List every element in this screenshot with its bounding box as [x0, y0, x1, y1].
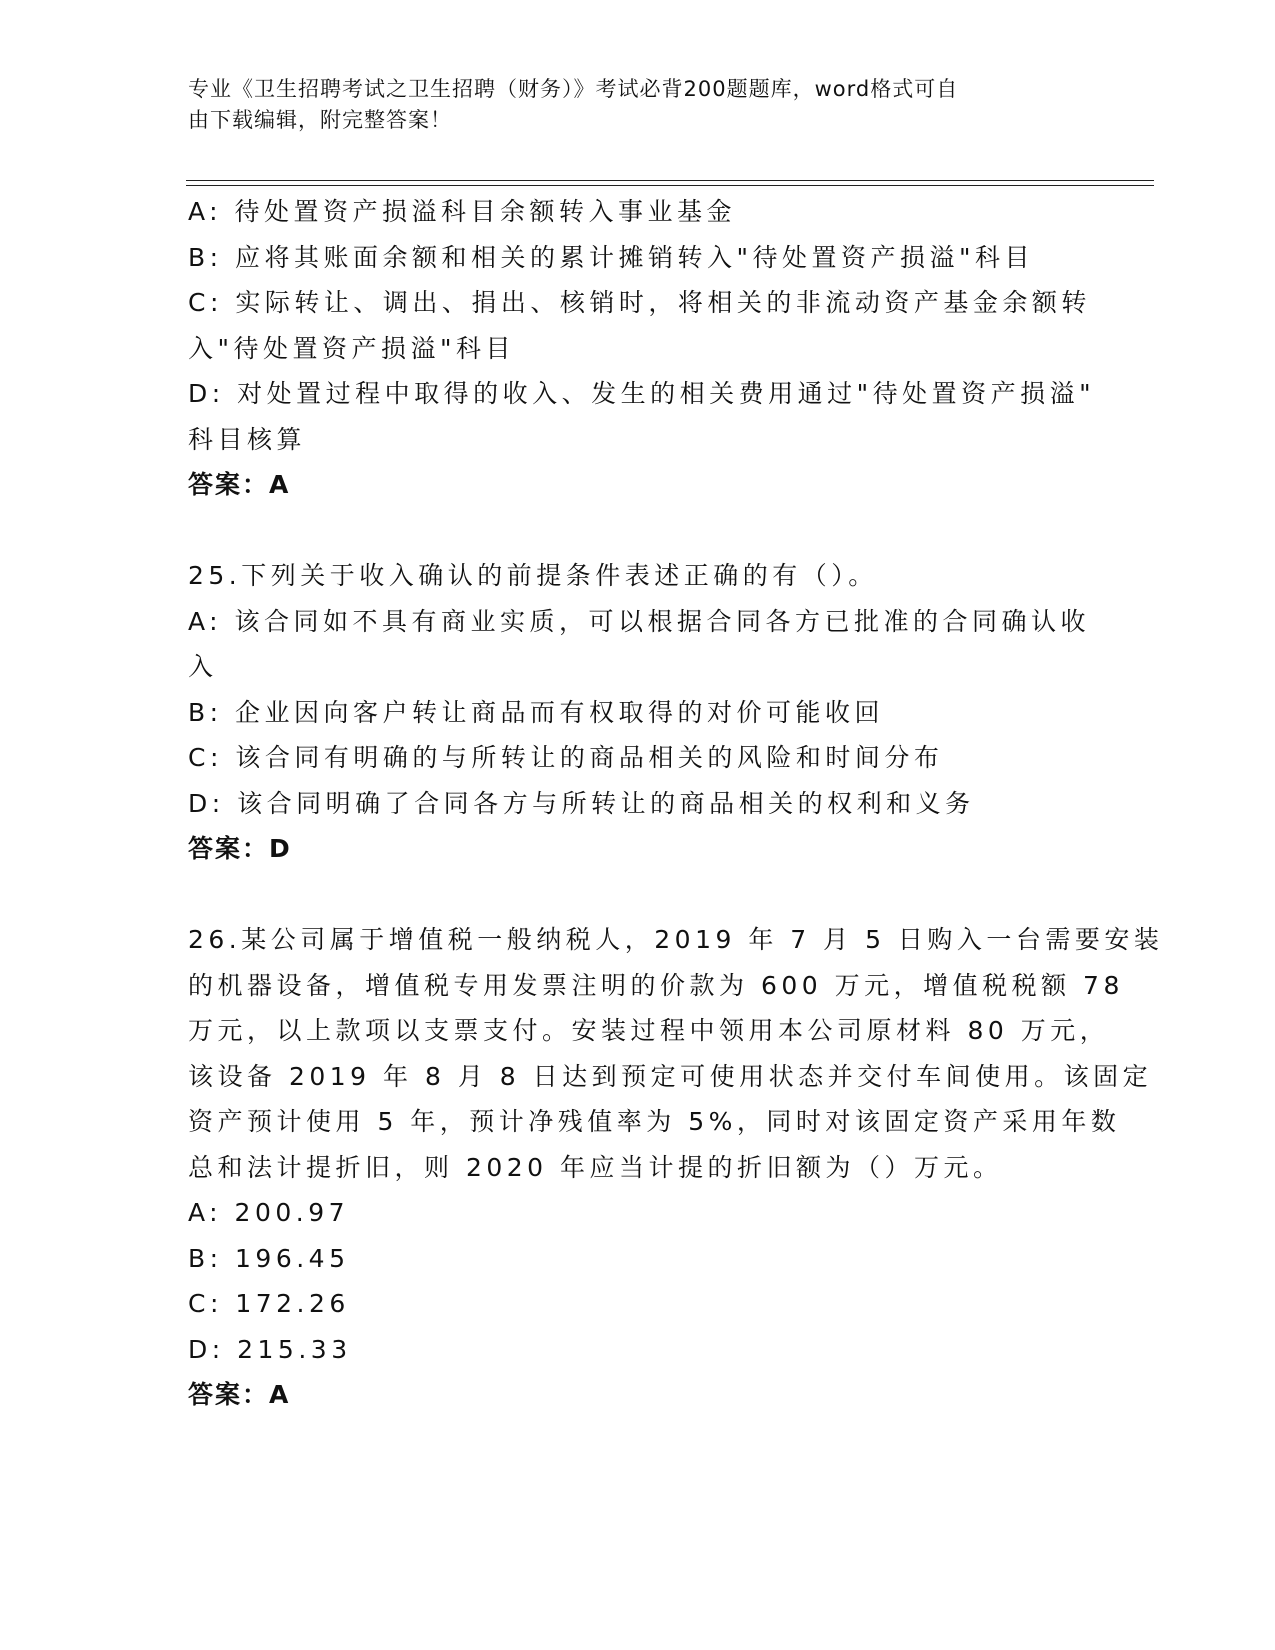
q26-option-a: A: 200.97: [188, 1198, 350, 1227]
header-rule-top: [186, 180, 1154, 181]
q25-stem: 25.下列关于收入确认的前提条件表述正确的有（）。: [188, 561, 878, 590]
q24-option-d-line-1: D: 对处置过程中取得的收入、发生的相关费用通过"待处置资产损溢": [188, 379, 1096, 408]
question-24: [188, 189, 1096, 508]
q26-stem-line-2: 的机器设备，增值税专用发票注明的价款为 600 万元，增值税税额 78: [188, 970, 1124, 1000]
q26-answer: 答案：A: [188, 1380, 291, 1409]
q24-option-c-line-2: 入"待处置资产损溢"科目: [188, 333, 515, 363]
q26-stem-line-3: 万元，以上款项以支票支付。安装过程中领用本公司原材料 80 万元，: [188, 1016, 1110, 1045]
spacer: [188, 872, 1088, 918]
header-line-1: 专业《卫生招聘考试之卫生招聘（财务）》考试必背200题题库，word格式可自: [188, 77, 959, 101]
q24-answer: 答案：A: [188, 470, 291, 499]
q24-option-b: B: 应将其账面余额和相关的累计摊销转入"待处置资产损溢"科目: [188, 242, 1035, 272]
q26-option-c: C: 172.26: [188, 1289, 350, 1318]
header-line-2: 由下载编辑，附完整答案！: [188, 108, 452, 132]
question-list: [188, 189, 1164, 1418]
q26-stem-line-1: 26.某公司属于增值税一般纳税人，2019 年 7 月 5 日购入一台需要安装: [188, 925, 1164, 954]
q25-option-d: D: 该合同明确了合同各方与所转让的商品相关的权利和义务: [188, 788, 975, 818]
document-header: [188, 74, 1068, 136]
header-rule-bottom: [186, 185, 1154, 186]
q24-option-c-line-1: C: 实际转让、调出、捐出、核销时，将相关的非流动资产基金余额转: [188, 288, 1091, 317]
q25-option-a-line-1: A: 该合同如不具有商业实质，可以根据合同各方已批准的合同确认收: [188, 606, 1091, 636]
q24-option-a: A: 待处置资产损溢科目余额转入事业基金: [188, 197, 737, 226]
q26-stem-line-6: 总和法计提折旧，则 2020 年应当计提的折旧额为（）万元。: [188, 1152, 1003, 1182]
q24-option-d-line-2: 科目核算: [188, 424, 307, 454]
q25-option-c: C: 该合同有明确的与所转让的商品相关的风险和时间分布: [188, 743, 944, 772]
q26-stem-line-4: 该设备 2019 年 8 月 8 日达到预定可使用状态并交付车间使用。该固定: [188, 1061, 1153, 1091]
q26-option-d: D: 215.33: [188, 1334, 352, 1364]
spacer: [188, 508, 1088, 554]
q25-option-b: B: 企业因向客户转让商品而有权取得的对价可能收回: [188, 697, 885, 727]
q26-stem-line-5: 资产预计使用 5 年，预计净残值率为 5%，同时对该固定资产采用年数: [188, 1107, 1121, 1136]
q25-answer: 答案：D: [188, 834, 292, 863]
q26-option-b: B: 196.45: [188, 1243, 350, 1273]
q25-option-a-line-2: 入: [188, 652, 218, 681]
question-25: [188, 553, 1091, 872]
question-26: [188, 917, 1164, 1418]
